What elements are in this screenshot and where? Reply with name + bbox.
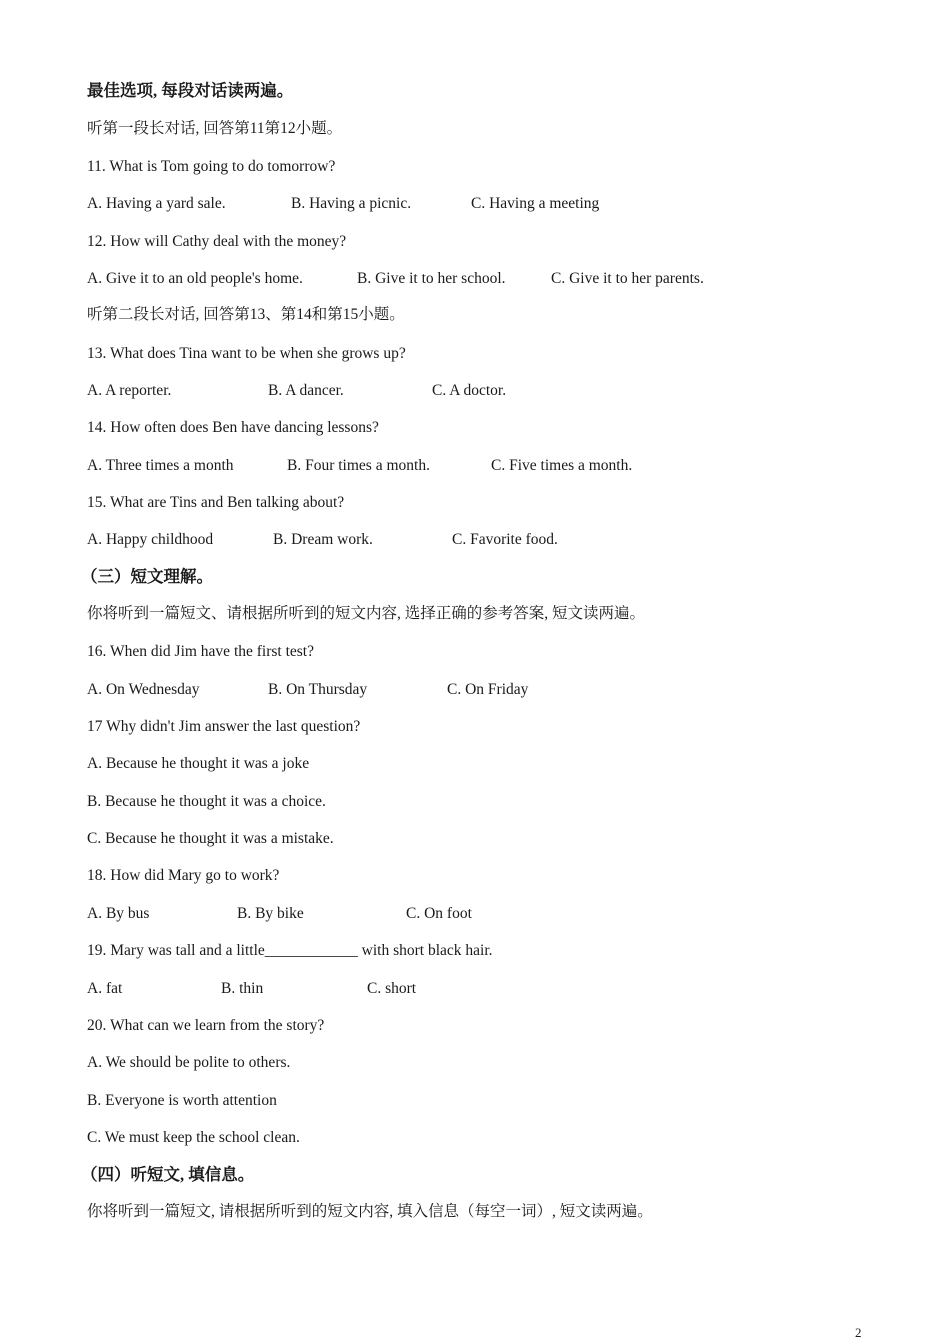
option-a: A. Having a yard sale. — [87, 195, 226, 212]
option-a: A. A reporter. — [87, 382, 172, 399]
option-b: B. By bike — [237, 905, 304, 922]
option-b: B. thin — [221, 980, 264, 997]
option-c: C. Give it to her parents. — [551, 270, 704, 287]
question-20: 20. What can we learn from the story? — [87, 1017, 325, 1034]
option-20-c: C. We must keep the school clean. — [87, 1129, 300, 1146]
instruction-1: 听第一段长对话, 回答第11第12小题。 — [87, 120, 343, 137]
instruction-3: 你将听到一篇短文、请根据所听到的短文内容, 选择正确的参考答案, 短文读两遍。 — [87, 605, 646, 622]
option-b: B. A dancer. — [268, 382, 344, 399]
option-20-a: A. We should be polite to others. — [87, 1054, 291, 1071]
option-b: B. Four times a month. — [287, 457, 430, 474]
question-13: 13. What does Tina want to be when she grows up? — [87, 345, 406, 362]
option-17-b: B. Because he thought it was a choice. — [87, 793, 326, 810]
section-3-title: （三）短文理解。 — [81, 567, 213, 586]
instruction-4: 你将听到一篇短文, 请根据所听到的短文内容, 填入信息（每空一词）, 短文读两遍。 — [87, 1203, 653, 1220]
option-a: A. On Wednesday — [87, 681, 200, 698]
option-a: A. Give it to an old people's home. — [87, 270, 303, 287]
page-number: 2 — [855, 1325, 862, 1340]
option-c: C. Favorite food. — [452, 531, 558, 548]
option-c: C. short — [367, 980, 417, 997]
option-c: C. On foot — [406, 905, 472, 922]
option-c: C. On Friday — [447, 681, 529, 698]
instruction-2: 听第二段长对话, 回答第13、第14和第15小题。 — [87, 306, 405, 323]
question-16: 16. When did Jim have the first test? — [87, 643, 314, 660]
option-a: A. Happy childhood — [87, 531, 214, 548]
option-a: A. Three times a month — [87, 457, 234, 474]
option-17-a: A. Because he thought it was a joke — [87, 755, 310, 772]
question-14: 14. How often does Ben have dancing lessons? — [87, 419, 379, 436]
option-a: A. fat — [87, 980, 123, 997]
question-11: 11. What is Tom going to do tomorrow? — [87, 158, 336, 175]
option-c: C. A doctor. — [432, 382, 507, 399]
option-b: B. Give it to her school. — [357, 270, 506, 287]
section-header: 最佳选项, 每段对话读两遍。 — [87, 81, 294, 100]
option-17-c: C. Because he thought it was a mistake. — [87, 830, 334, 847]
option-c: C. Having a meeting — [471, 195, 600, 212]
option-b: B. Having a picnic. — [291, 195, 412, 212]
option-c: C. Five times a month. — [491, 457, 633, 474]
option-b: B. Dream work. — [273, 531, 373, 548]
option-20-b: B. Everyone is worth attention — [87, 1092, 277, 1109]
option-a: A. By bus — [87, 905, 150, 922]
question-12: 12. How will Cathy deal with the money? — [87, 233, 347, 250]
question-15: 15. What are Tins and Ben talking about? — [87, 494, 345, 511]
section-4-title: （四）听短文, 填信息。 — [81, 1165, 255, 1184]
question-19: 19. Mary was tall and a little____________ with short black hair. — [87, 942, 493, 959]
option-b: B. On Thursday — [268, 681, 368, 698]
question-18: 18. How did Mary go to work? — [87, 867, 280, 884]
question-17: 17 Why didn't Jim answer the last question? — [87, 718, 361, 735]
